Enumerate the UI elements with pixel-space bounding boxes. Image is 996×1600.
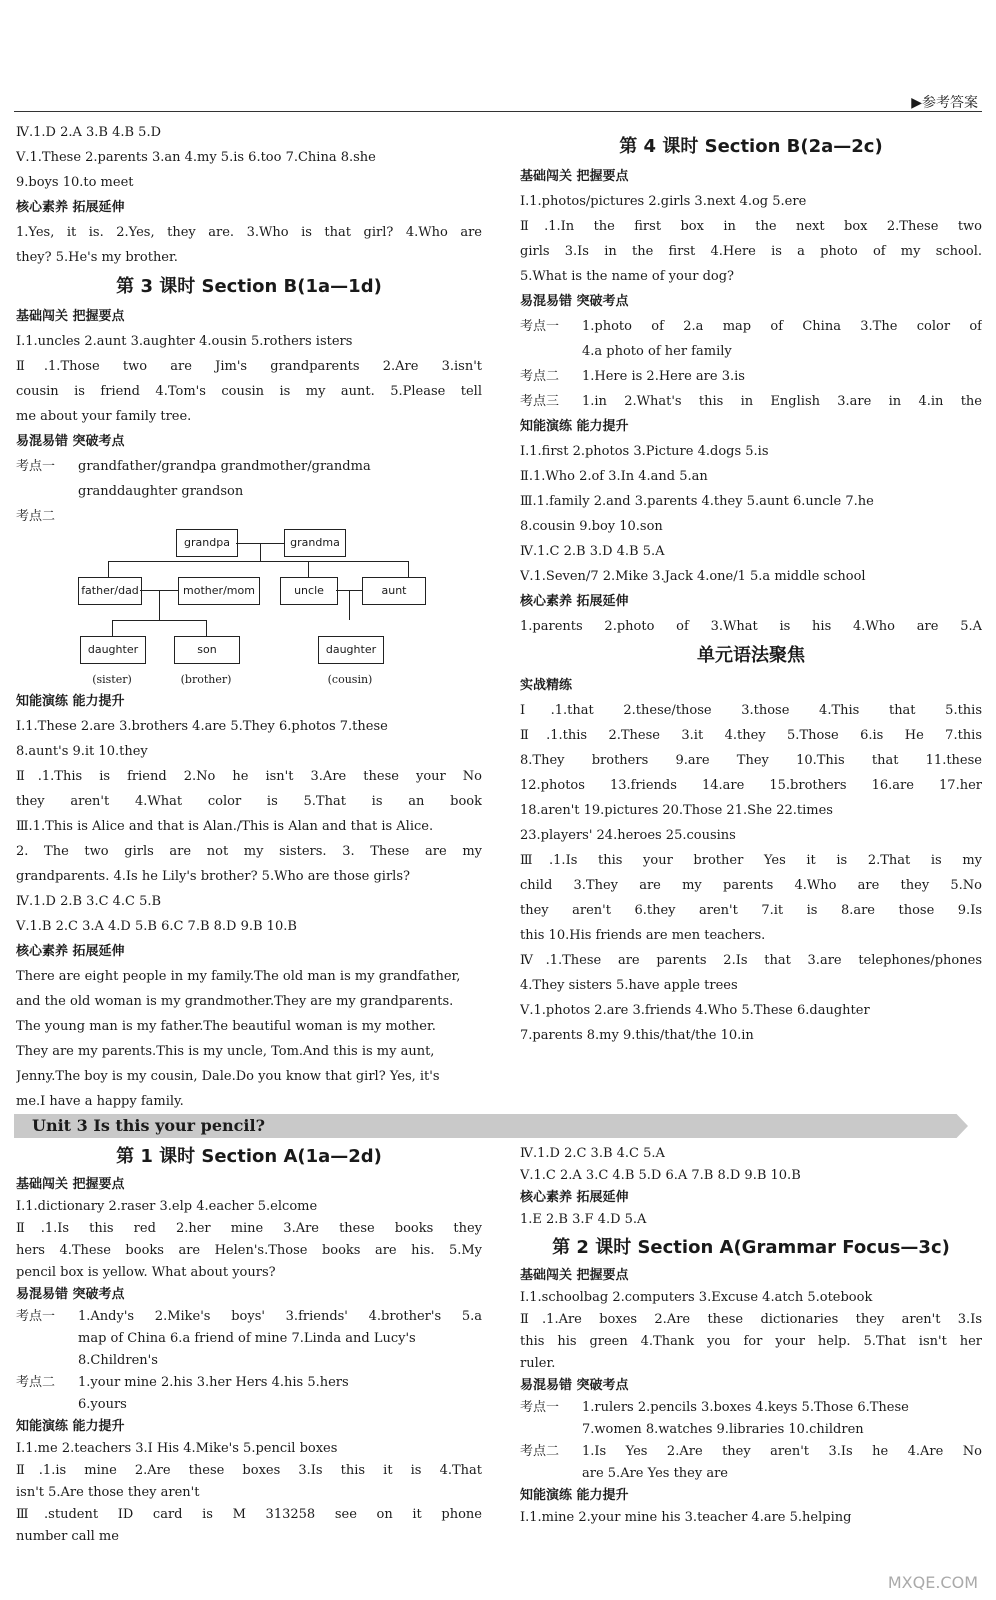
answer-line: Ⅱ.1.Those two are Jim's grandparents 2.Are 3.isn't: [16, 359, 482, 374]
key-point-label: 考点二: [520, 1444, 560, 1459]
key-point-block: [16, 504, 482, 529]
answer-line: Ⅳ.1.C 2.B 3.D 4.B 5.A: [520, 544, 665, 559]
answer-line: Ⅴ.1.These 2.parents 3.an 4.my 5.is 6.too 7.China 8.she: [16, 150, 376, 165]
key-point-label: 考点三: [520, 394, 560, 409]
subsection-title: 知能演练 能力提升: [16, 694, 125, 709]
subsection-title: 核心素养 拓展延伸: [520, 594, 629, 609]
answer-line: 8.aunt's 9.it 10.they: [16, 744, 148, 759]
answer-line: 2. The two girls are not my sisters. 3. These are my: [16, 844, 482, 859]
subsection-title: 实战精练: [520, 678, 573, 693]
subsection-title: 基础闯关 把握要点: [520, 1268, 629, 1283]
answer-line: they aren't 4.What color is 5.That is an book: [16, 794, 482, 809]
watermark-logo: MXQE.COM: [887, 1573, 978, 1592]
key-point-label: 考点一: [520, 319, 560, 334]
right-column-lower: [520, 1143, 982, 1529]
tree-caption: (sister): [92, 673, 132, 686]
tree-node-cousin: daughter: [318, 636, 384, 664]
tree-node-uncle: uncle: [280, 577, 338, 605]
unit-banner: [14, 1114, 968, 1138]
key-point-block: [520, 314, 982, 364]
lesson-title: 第 2 课时 Section A(Grammar Focus—3c): [552, 1237, 950, 1258]
answer-line: Ⅱ.1.this 2.These 3.it 4.they 5.Those 6.is He 7.this: [520, 728, 982, 743]
tree-node-grandma: grandma: [284, 529, 346, 557]
answer-line: 1.rulers 2.pencils 3.boxes 4.keys 5.Those 6.These: [582, 1400, 909, 1415]
answer-line: Jenny.The boy is my cousin, Dale.Do you know that girl? Yes, it's: [16, 1069, 440, 1084]
key-point-label: 考点一: [16, 1309, 56, 1324]
answer-line: 23.players' 24.heroes 25.cousins: [520, 828, 736, 843]
key-point-block: [520, 1441, 982, 1485]
lesson-title: 第 3 课时 Section B(1a—1d): [116, 276, 382, 297]
answer-line: Ⅴ.1.C 2.A 3.C 4.B 5.D 6.A 7.B 8.D 9.B 10.B: [520, 1168, 801, 1183]
answer-line: granddaughter grandson: [78, 484, 244, 499]
answer-line: Ⅳ.1.D 2.A 3.B 4.B 5.D: [16, 125, 162, 140]
key-point-block: [520, 364, 982, 389]
answer-line: 1.Is Yes 2.Are they aren't 3.Is he 4.Are No: [582, 1444, 982, 1459]
answer-line: 1.photo of 2.a map of China 3.The color of: [582, 319, 982, 334]
tree-node-son: son: [174, 636, 240, 664]
tree-node-daughter: daughter: [80, 636, 146, 664]
tree-connector: [408, 561, 409, 577]
answer-line: me.I have a happy family.: [16, 1094, 184, 1109]
answer-line: 12.photos 13.friends 14.are 15.brothers 16.are 17.her: [520, 778, 982, 793]
right-column-upper: [520, 130, 982, 1048]
tree-caption: (brother): [180, 673, 232, 686]
answer-line: Ⅲ.1.This is Alice and that is Alan./This is Alan and that is Alice.: [16, 819, 434, 834]
answer-line: 7.women 8.watches 9.libraries 10.children: [582, 1422, 864, 1437]
subsection-title: 核心素养 拓展延伸: [520, 1190, 629, 1205]
answer-line: Ⅰ.1.dictionary 2.raser 3.elp 4.eacher 5.elcome: [16, 1199, 318, 1214]
subsection-title: 基础闯关 把握要点: [520, 169, 629, 184]
tree-connector: [349, 590, 350, 620]
unit-title: Unit 3 Is this your pencil?: [32, 1116, 265, 1135]
answer-line: Ⅰ.1.mine 2.your mine his 3.teacher 4.are 5.helping: [520, 1510, 852, 1525]
key-point-label: 考点二: [16, 509, 56, 524]
key-point-label: 考点一: [16, 459, 56, 474]
answer-line: isn't 5.Are those they aren't: [16, 1485, 200, 1500]
answer-line: cousin is friend 4.Tom's cousin is my aunt. 5.Please tell: [16, 384, 482, 399]
answer-line: 1.Here is 2.Here are 3.is: [582, 369, 745, 384]
key-point-block: [16, 1306, 482, 1372]
answer-line: are 5.Are Yes they are: [582, 1466, 728, 1481]
key-point-block: [16, 1372, 482, 1416]
tree-connector: [260, 543, 261, 561]
answer-line: 8.They brothers 9.are They 10.This that 11.these: [520, 753, 982, 768]
answer-line: ruler.: [520, 1356, 556, 1371]
subsection-title: 易混易错 突破考点: [520, 1378, 629, 1393]
answer-line: 1.Andy's 2.Mike's boys' 3.friends' 4.brother's 5.a: [78, 1309, 482, 1324]
answer-line: Ⅰ.1.uncles 2.aunt 3.aughter 4.ousin 5.rothers isters: [16, 334, 353, 349]
answer-line: 1.your mine 2.his 3.her Hers 4.his 5.hers: [78, 1375, 349, 1390]
answer-line: 1.parents 2.photo of 3.What is his 4.Who are 5.A: [520, 619, 982, 634]
answer-line: Ⅱ.1.In the first box in the next box 2.These two: [520, 219, 982, 234]
subsection-title: 知能演练 能力提升: [520, 419, 629, 434]
answer-line: 9.boys 10.to meet: [16, 175, 134, 190]
answer-line: grandfather/grandpa grandmother/grandma: [78, 459, 371, 474]
subsection-title: 知能演练 能力提升: [16, 1419, 125, 1434]
answer-line: 1.E 2.B 3.F 4.D 5.A: [520, 1212, 647, 1227]
subsection-title: 基础闯关 把握要点: [16, 309, 125, 324]
grammar-section-title: 单元语法聚焦: [697, 645, 805, 666]
answer-line: hers 4.These books are Helen's.Those books are his. 5.My: [16, 1243, 482, 1258]
tree-caption: (cousin): [327, 673, 373, 686]
answer-line: Ⅲ.1.family 2.and 3.parents 4.they 5.aunt 6.uncle 7.he: [520, 494, 874, 509]
answer-line: Ⅳ.1.These are parents 2.Is that 3.are telephones/phones: [520, 953, 982, 968]
answer-line: 4.a photo of her family: [582, 344, 732, 359]
answer-line: Ⅲ.1.Is this your brother Yes it is 2.That is my: [520, 853, 982, 868]
answer-line: Ⅴ.1.photos 2.are 3.friends 4.Who 5.These 6.daughter: [520, 1003, 870, 1018]
answer-line: girls 3.Is in the first 4.Here is a photo of my school.: [520, 244, 982, 259]
answer-line: child 3.They are my parents 4.Who are they 5.No: [520, 878, 982, 893]
tree-connector: [308, 561, 309, 577]
key-point-block: [520, 389, 982, 414]
answer-line: this his green 4.Thank you for your help. 5.That isn't her: [520, 1334, 982, 1349]
answer-line: 1.Yes, it is. 2.Yes, they are. 3.Who is that girl? 4.Who are: [16, 225, 482, 240]
tree-node-mother: mother/mom: [178, 577, 260, 605]
answer-line: 7.parents 8.my 9.this/that/the 10.in: [520, 1028, 754, 1043]
answer-line: Ⅱ.1.Who 2.of 3.In 4.and 5.an: [520, 469, 708, 484]
key-point-label: 考点二: [520, 369, 560, 384]
answer-line: me about your family tree.: [16, 409, 192, 424]
answer-line: Ⅰ.1.that 2.these/those 3.those 4.This that 5.this: [520, 703, 982, 718]
answer-line: Ⅱ.1.Are boxes 2.Are these dictionaries they aren't 3.Is: [520, 1312, 982, 1327]
answer-line: Ⅴ.1.B 2.C 3.A 4.D 5.B 6.C 7.B 8.D 9.B 10.B: [16, 919, 297, 934]
answer-line: 6.yours: [78, 1397, 127, 1412]
answer-line: grandparents. 4.Is he Lily's brother? 5.Who are those girls?: [16, 869, 410, 884]
subsection-title: 知能演练 能力提升: [520, 1488, 629, 1503]
answer-line: Ⅱ.1.Is this red 2.her mine 3.Are these books they: [16, 1221, 482, 1236]
answer-line: Ⅱ.1.This is friend 2.No he isn't 3.Are these your No: [16, 769, 482, 784]
answer-line: Ⅴ.1.Seven/7 2.Mike 3.Jack 4.one/1 5.a middle school: [520, 569, 866, 584]
subsection-title: 易混易错 突破考点: [16, 1287, 125, 1302]
answer-line: they? 5.He's my brother.: [16, 250, 178, 265]
answer-line: and the old woman is my grandmother.They are my grandparents.: [16, 994, 454, 1009]
key-point-label: 考点二: [16, 1375, 56, 1390]
answer-line: map of China 6.a friend of mine 7.Linda and Lucy's: [78, 1331, 416, 1346]
header-answer-tag: ▶参考答案: [911, 95, 978, 111]
answer-line: Ⅰ.1.schoolbag 2.computers 3.Excuse 4.atch 5.otebook: [520, 1290, 873, 1305]
tree-node-father: father/dad: [78, 577, 142, 605]
lesson-title: 第 4 课时 Section B(2a—2c): [619, 136, 883, 157]
header-rule: [14, 111, 982, 112]
subsection-title: 易混易错 突破考点: [16, 434, 125, 449]
tree-connector: [159, 590, 160, 620]
subsection-title: 核心素养 拓展延伸: [16, 200, 125, 215]
key-point-block: [16, 454, 482, 504]
answer-line: They are my parents.This is my uncle, Tom.And this is my aunt,: [16, 1044, 435, 1059]
answer-line: 1.in 2.What's this in English 3.are in 4.in the: [582, 394, 982, 409]
answer-line: 8.cousin 9.boy 10.son: [520, 519, 663, 534]
answer-line: 18.aren't 19.pictures 20.Those 21.She 22.times: [520, 803, 833, 818]
answer-line: Ⅰ.1.me 2.teachers 3.I His 4.Mike's 5.pencil boxes: [16, 1441, 338, 1456]
answer-line: Ⅳ.1.D 2.C 3.B 4.C 5.A: [520, 1146, 665, 1161]
answer-line: There are eight people in my family.The old man is my grandfather,: [16, 969, 461, 984]
answer-line: 4.They sisters 5.have apple trees: [520, 978, 738, 993]
tree-connector: [112, 620, 206, 621]
tree-node-grandpa: grandpa: [176, 529, 238, 557]
answer-line: Ⅰ.1.These 2.are 3.brothers 4.are 5.They 6.photos 7.these: [16, 719, 388, 734]
lesson-title: 第 1 课时 Section A(1a—2d): [116, 1146, 382, 1167]
tree-connector: [108, 561, 109, 577]
tree-connector: [206, 620, 207, 636]
family-tree-diagram: [16, 529, 482, 689]
subsection-title: 基础闯关 把握要点: [16, 1177, 125, 1192]
subsection-title: 核心素养 拓展延伸: [16, 944, 125, 959]
answer-line: Ⅰ.1.first 2.photos 3.Picture 4.dogs 5.is: [520, 444, 769, 459]
answer-line: pencil box is yellow. What about yours?: [16, 1265, 276, 1280]
tree-node-aunt: aunt: [362, 577, 426, 605]
answer-line: The young man is my father.The beautiful woman is my mother.: [16, 1019, 436, 1034]
tree-connector: [112, 620, 113, 636]
answer-line: Ⅲ.student ID card is M 313258 see on it phone: [16, 1507, 482, 1522]
answer-line: Ⅰ.1.photos/pictures 2.girls 3.next 4.og 5.ere: [520, 194, 807, 209]
left-column-upper: [16, 120, 482, 1114]
key-point-block: [520, 1397, 982, 1441]
answer-line: number call me: [16, 1529, 119, 1544]
answer-line: Ⅳ.1.D 2.B 3.C 4.C 5.B: [16, 894, 162, 909]
subsection-title: 易混易错 突破考点: [520, 294, 629, 309]
left-column-lower: [16, 1140, 482, 1548]
answer-line: they aren't 6.they aren't 7.it is 8.are those 9.Is: [520, 903, 982, 918]
tree-connector: [108, 561, 408, 562]
answer-line: 8.Children's: [78, 1353, 158, 1368]
key-point-label: 考点一: [520, 1400, 560, 1415]
answer-line: 5.What is the name of your dog?: [520, 269, 735, 284]
answer-line: Ⅱ.1.is mine 2.Are these boxes 3.Is this it is 4.That: [16, 1463, 482, 1478]
answer-line: this 10.His friends are men teachers.: [520, 928, 766, 943]
